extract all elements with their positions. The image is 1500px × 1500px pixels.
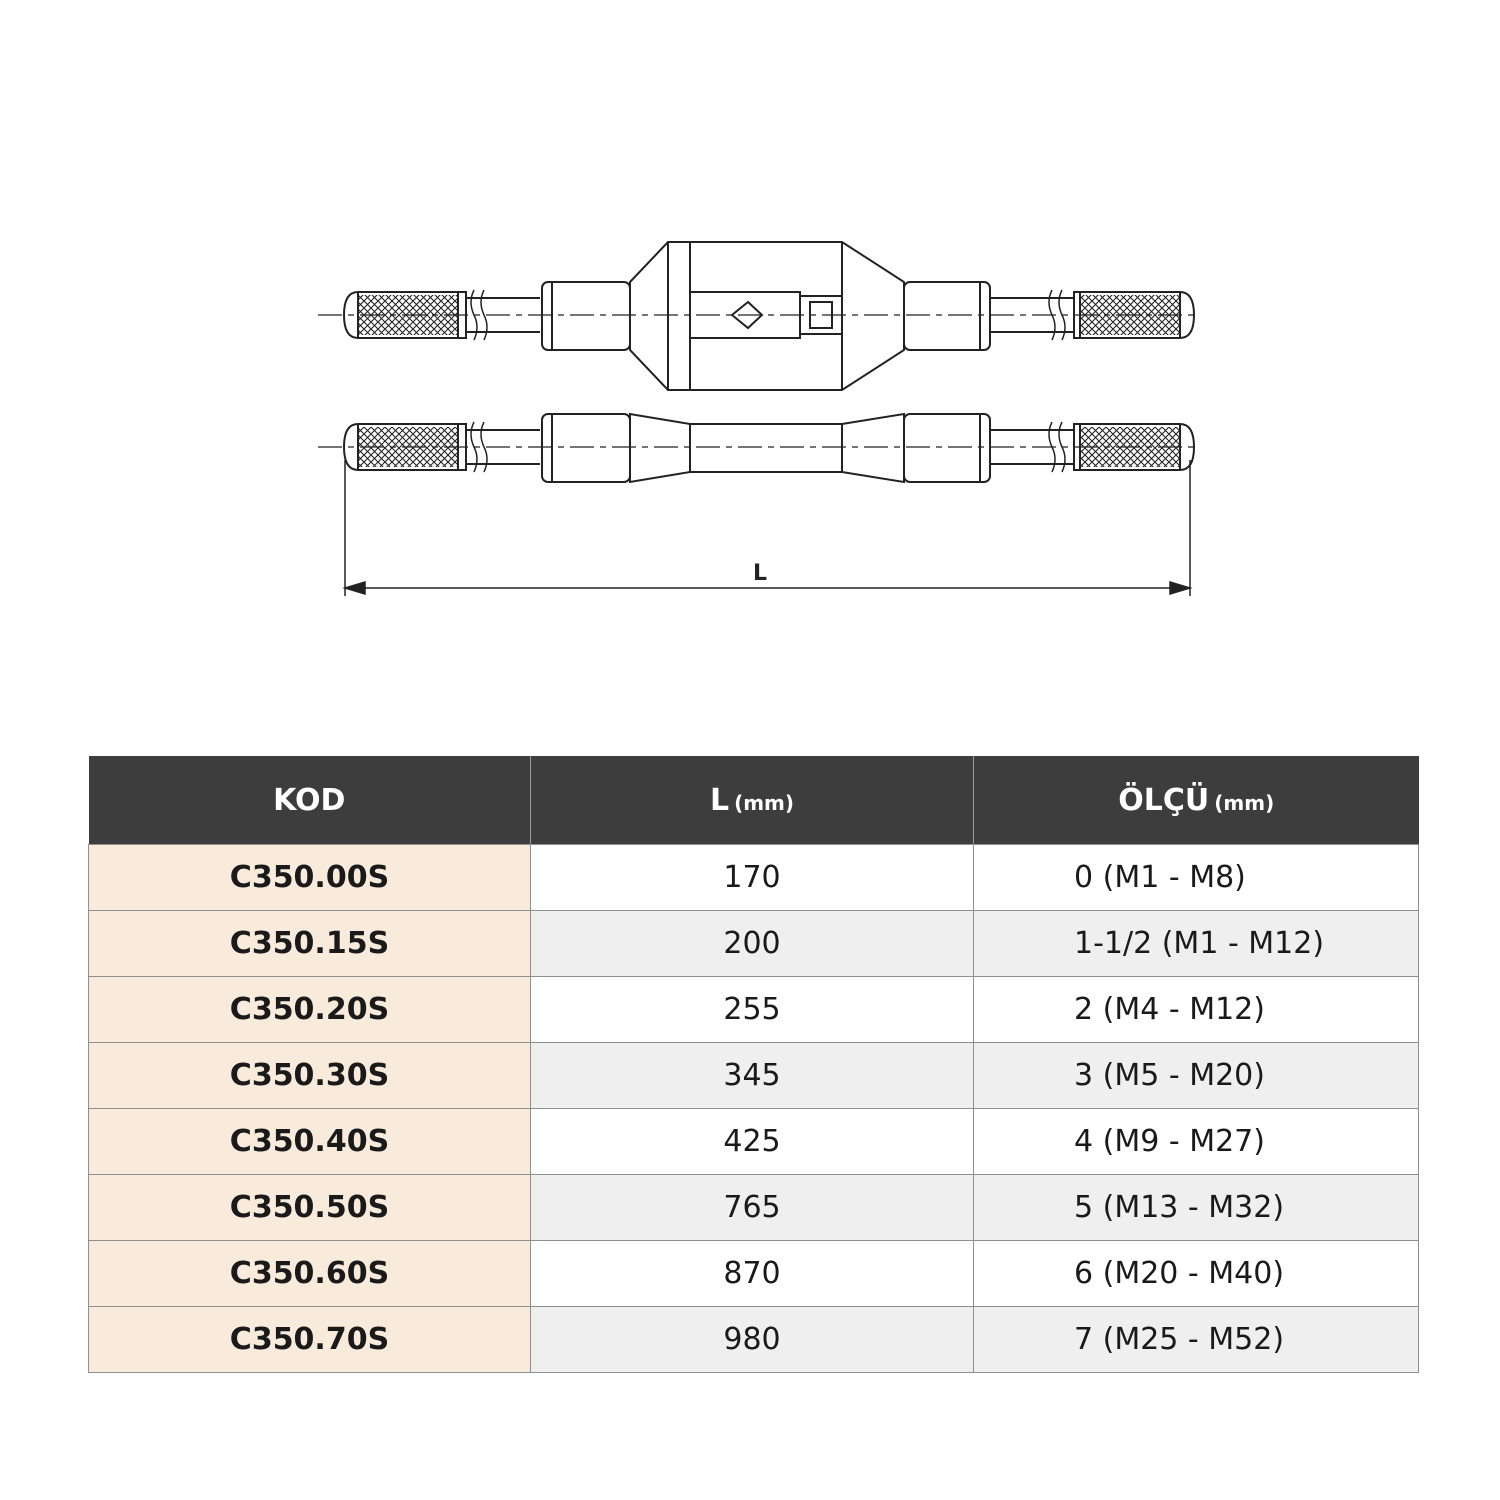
header-label: L: [709, 782, 730, 818]
spec-table: [88, 756, 1419, 1373]
table-row: [89, 1241, 1419, 1307]
cell-size: 7 (M25 - M52): [974, 1307, 1419, 1373]
header-size: [974, 756, 1419, 845]
cell-size: 4 (M9 - M27): [974, 1109, 1419, 1175]
cell-length: 170: [531, 845, 974, 911]
header-label: ÖLÇÜ: [1118, 782, 1210, 818]
wrench-top-view: [318, 242, 1198, 390]
cell-kod: C350.30S: [89, 1043, 531, 1109]
cell-kod: C350.60S: [89, 1241, 531, 1307]
cell-kod: C350.20S: [89, 977, 531, 1043]
table-row: [89, 845, 1419, 911]
cell-length: 870: [531, 1241, 974, 1307]
table-row: [89, 1175, 1419, 1241]
wrench-side-view: [318, 414, 1198, 482]
header-kod: [89, 756, 531, 845]
cell-length: 255: [531, 977, 974, 1043]
cell-size: 6 (M20 - M40): [974, 1241, 1419, 1307]
length-dimension: [345, 460, 1190, 596]
cell-length: 200: [531, 911, 974, 977]
cell-kod: C350.15S: [89, 911, 531, 977]
cell-length: 765: [531, 1175, 974, 1241]
header-unit: (mm): [734, 790, 795, 815]
dimension-label: L: [752, 561, 768, 586]
cell-size: 1-1/2 (M1 - M12): [974, 911, 1419, 977]
table-row: [89, 1109, 1419, 1175]
cell-size: 2 (M4 - M12): [974, 977, 1419, 1043]
tap-wrench-drawing: [0, 0, 1500, 700]
table-row: [89, 1043, 1419, 1109]
cell-kod: C350.40S: [89, 1109, 531, 1175]
cell-kod: C350.00S: [89, 845, 531, 911]
cell-length: 425: [531, 1109, 974, 1175]
cell-kod: C350.50S: [89, 1175, 531, 1241]
header-length: [531, 756, 974, 845]
cell-size: 5 (M13 - M32): [974, 1175, 1419, 1241]
table-row: [89, 911, 1419, 977]
cell-length: 980: [531, 1307, 974, 1373]
cell-kod: C350.70S: [89, 1307, 531, 1373]
table-row: [89, 1307, 1419, 1373]
header-label: KOD: [273, 782, 346, 818]
table-row: [89, 977, 1419, 1043]
table-header-row: [89, 756, 1419, 845]
header-unit: (mm): [1214, 790, 1275, 815]
cell-size: 3 (M5 - M20): [974, 1043, 1419, 1109]
cell-size: 0 (M1 - M8): [974, 845, 1419, 911]
cell-length: 345: [531, 1043, 974, 1109]
